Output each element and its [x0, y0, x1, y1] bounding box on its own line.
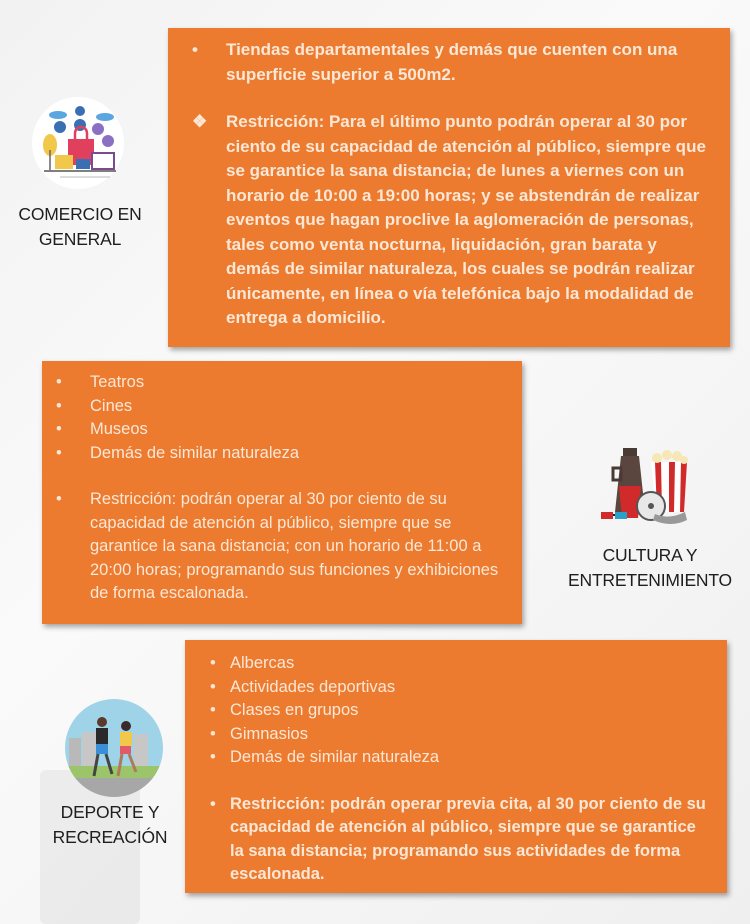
- list-item-text: Demás de similar naturaleza: [90, 443, 300, 462]
- cultura-list: [56, 371, 508, 606]
- category-line-2: ENTRETENIMIENTO: [568, 570, 732, 590]
- list-item-text: Actividades deportivas: [230, 677, 396, 696]
- category-line-1: CULTURA Y: [602, 545, 698, 565]
- list-item-text: Gimnasios: [230, 724, 308, 743]
- comercio-list: [192, 38, 712, 331]
- list-item-text: Teatros: [90, 373, 145, 391]
- list-item: [56, 418, 508, 442]
- list-item-text: Tiendas departamentales y demás que cuenten con una superficie superior a 500m2.: [226, 40, 678, 84]
- spacer: [226, 87, 712, 110]
- category-line-1: DEPORTE Y: [60, 802, 160, 822]
- list-item-text: Clases en grupos: [230, 701, 359, 719]
- list-item: [56, 442, 508, 466]
- bullet-icon: •: [56, 420, 62, 438]
- list-item: [192, 38, 712, 87]
- category-label-deporte: [40, 800, 180, 850]
- category-line-2: GENERAL: [38, 229, 122, 249]
- list-item: [56, 371, 508, 395]
- bullet-icon: •: [210, 677, 216, 696]
- cinema-icon: [595, 440, 695, 530]
- shopping-icon: [30, 95, 125, 190]
- cultura-info-box: [42, 361, 522, 624]
- bullet-icon: •: [210, 701, 216, 719]
- restriction-item: [56, 488, 508, 606]
- running-icon: [64, 698, 164, 798]
- restriction-item: [210, 793, 713, 887]
- category-label-cultura: [560, 543, 740, 593]
- restriction-text: Restricción: Para el último punto podrán operar al 30 por ciento de su capacidad de atención al público, siempre que se garantice la sana distancia; de lunes a viernes con un horario de 10:00 a 19:00 horas; y se abstendrán de realizar eventos que hagan proclive la aglomeración de personas, tales como venta nocturna, liquidación, gran barata y demás de similar naturaleza, los cuales se podrán realizar únicamente, en línea o vía telefónica bajo la modalidad de entrega a domicilio.: [226, 112, 706, 327]
- bullet-icon: •: [210, 654, 216, 672]
- restriction-text: Restricción: podrán operar previa cita, al 30 por ciento de su capacidad de atención al público, siempre que se garantice la sana distancia; programando sus actividades de forma escalonada.: [230, 794, 706, 883]
- restriction-text: Restricción: podrán operar al 30 por ciento de su capacidad de atención al público, siempre que se garantice la sana distancia; con un horario de 11:00 a 20:00 horas; programando sus funciones y exhibiciones de forma escalonada.: [90, 490, 499, 602]
- bullet-icon: •: [210, 748, 216, 766]
- list-item: [210, 723, 713, 747]
- comercio-info-box: [168, 28, 730, 347]
- list-item-text: Demás de similar naturaleza: [230, 748, 440, 766]
- list-item: [56, 395, 508, 419]
- list-item: [210, 676, 713, 700]
- restriction-item: [192, 110, 712, 331]
- bullet-icon: •: [56, 443, 62, 462]
- list-item: [210, 746, 713, 770]
- bullet-icon: •: [210, 794, 216, 813]
- list-item-text: Cines: [90, 396, 133, 415]
- bullet-icon: •: [210, 724, 216, 743]
- deporte-info-box: [185, 640, 727, 893]
- bullet-icon: •: [56, 373, 62, 391]
- list-item: [210, 652, 713, 676]
- spacer: [90, 465, 508, 488]
- bullet-icon: •: [56, 490, 62, 508]
- bullet-icon: •: [56, 396, 62, 415]
- list-item-text: Albercas: [230, 654, 295, 672]
- list-item-text: Museos: [90, 420, 148, 438]
- spacer: [230, 770, 713, 793]
- list-item: [210, 699, 713, 723]
- deporte-list: [210, 652, 713, 887]
- bullet-icon: •: [192, 40, 198, 59]
- category-label-comercio: [6, 202, 154, 252]
- category-line-1: COMERCIO EN: [18, 204, 142, 224]
- diamond-bullet-icon: ❖: [192, 112, 208, 131]
- category-line-2: RECREACIÓN: [52, 827, 168, 847]
